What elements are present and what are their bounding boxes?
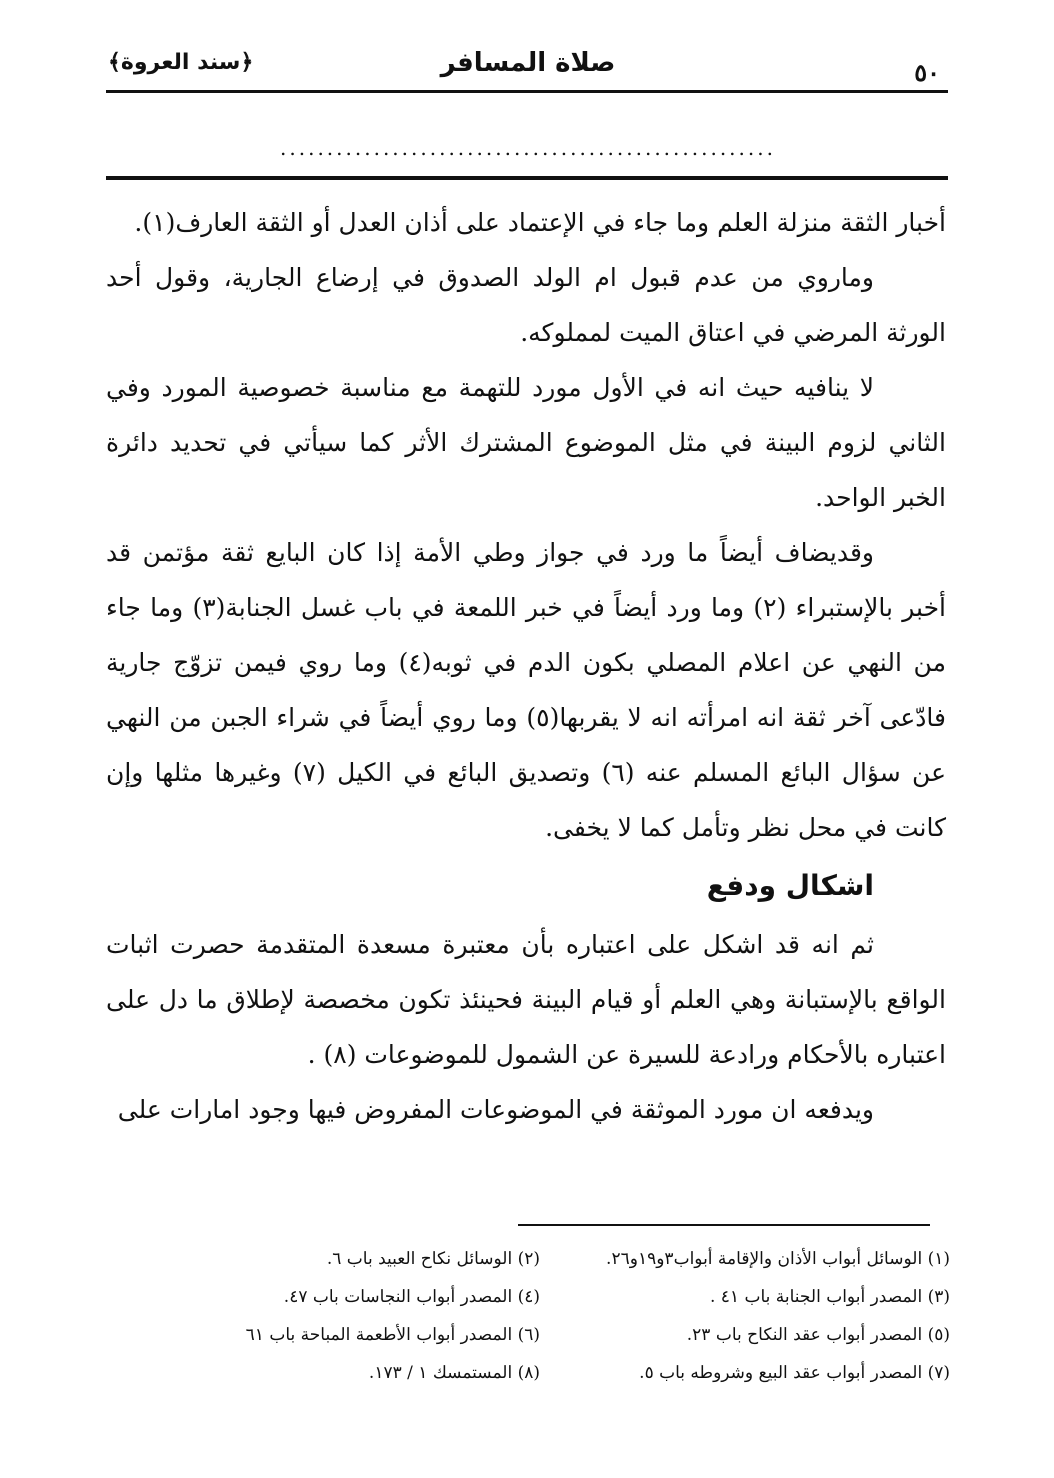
footnote-6: (٦) المصدر أبواب الأطعمة المباحة باب ٦١ [245,1325,540,1345]
footnote-3: (٣) المصدر أبواب الجنابة باب ٤١ . [709,1287,950,1307]
paragraph-4: وقديضاف أيضاً ما ورد في جواز وطي الأمة إذا كان البايع ثقة مؤتمن قد أخبر بالإستبراء (٢) وما ورد أيضاً في خبر اللمعة في باب غسل الجنابة(٣) وما جاء من النهي عن اعلام المصلي بكون الدم في ثوبه(٤) وما روي فيمن تزوّج جارية فادّعى آخر ثقة انه امرأته انه لا يقربها(٥) وما روي أيضاً في شراء الجبن من النهي عن سؤال البائع المسلم عنه (٦) وتصديق البائع في الكيل (٧) وغيرها مثلها وإن كانت في محل نظر وتأمل كما لا يخفى. [106,538,947,842]
footnote-2: (٢) الوسائل نكاح العبيد باب ٦. [326,1249,540,1269]
chapter-title: صلاة المسافر [440,48,616,78]
footnote-1: (١) الوسائل أبواب الأذان والإقامة أبواب٣و١٩و٢٦. [606,1249,950,1269]
paragraph-5: ثم انه قد اشكل على اعتباره بأن معتبرة مسعدة المتقدمة حصرت اثبات الواقع بالإستبانة وهي العلم أو قيام البينة فحينئذ تكون مخصصة لإطلاق ما دل على اعتباره بالأحكام ورادعة للسيرة عن الشمول للموضوعات (٨) . [106,930,946,1069]
page-number: ٥٠ [914,58,940,87]
header-rule [106,90,948,93]
footnote-5: (٥) المصدر أبواب عقد النكاح باب ٢٣. [686,1325,950,1345]
body-top-rule [106,176,948,180]
page-header [108,44,948,92]
footnote-rule [518,1224,930,1226]
section-heading: اشكال ودفع [706,869,874,902]
footnote-8: (٨) المستمسك ١ / ١٧٣. [368,1363,540,1383]
footnote-row [130,1278,950,1316]
paragraph-1: أخبار الثقة منزلة العلم وما جاء في الإعتماد على أذان العدل أو الثقة العارف(١). [134,208,946,237]
footnote-4: (٤) المصدر أبواب النجاسات باب ٤٧. [283,1287,540,1307]
footnote-row [130,1316,950,1354]
paragraph-3: لا ينافيه حيث انه في الأول مورد للتهمة مع مناسبة خصوصية المورد وفي الثاني لزوم البينة في مثل الموضوع المشترك الأثر كما سيأتي في تحديد دائرة الخبر الواحد. [106,373,946,512]
footnote-row [130,1354,950,1392]
book-title: ﴿سند العروة﴾ [108,50,254,75]
footnote-7: (٧) المصدر أبواب عقد البيع وشروطه باب ٥. [639,1363,950,1383]
paragraph-2: وماروي من عدم قبول ام الولد الصدوق في إرضاع الجارية، وقول أحد الورثة المرضي في اعتاق الميت لمملوكه. [106,263,946,347]
paragraph-6: ويدفعه ان مورد الموثقة في الموضوعات المفروض فيها وجود امارات على [117,1095,874,1124]
footnote-row [130,1240,950,1278]
footnotes [130,1240,950,1392]
body-text [106,195,946,1137]
separator-dots: ..................................................... [280,136,776,160]
